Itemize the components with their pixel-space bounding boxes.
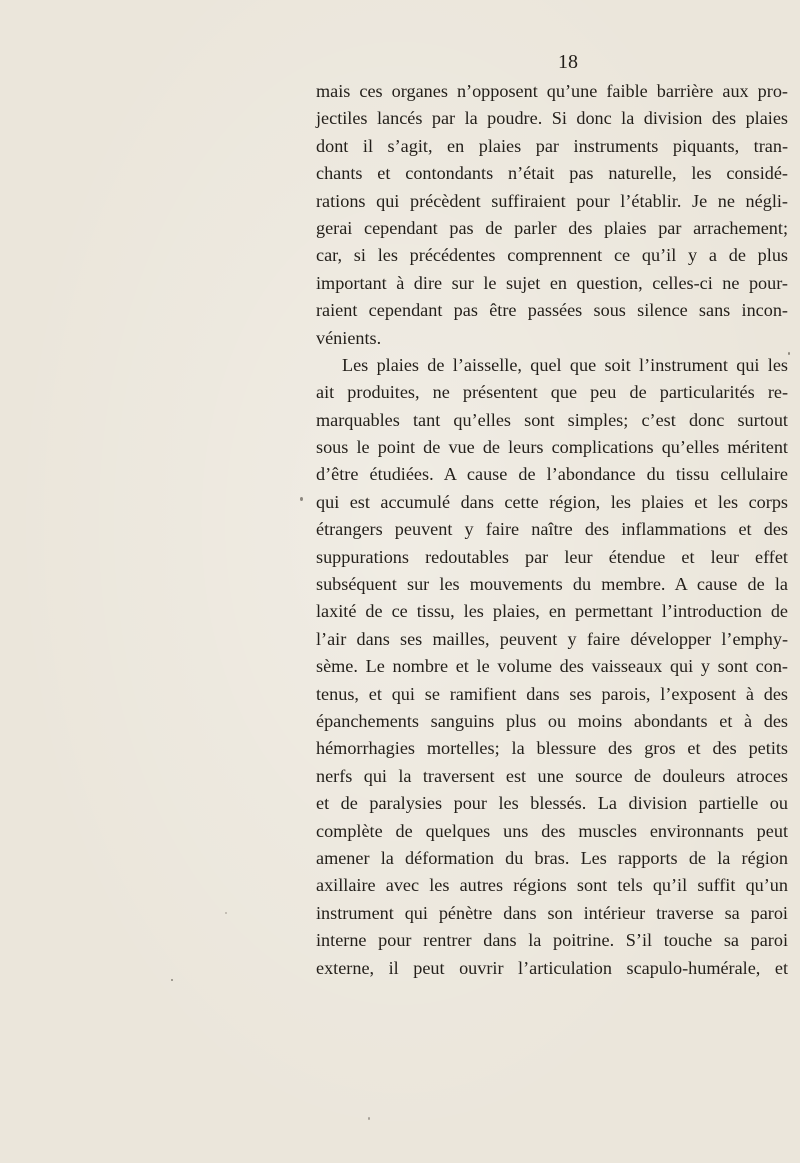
- text-line: jectiles lancés par la poudre. Si donc la division des plaies: [316, 108, 788, 129]
- text-line: complète de quelques uns des muscles environnants peut: [316, 820, 788, 841]
- paragraph-2: [316, 352, 788, 982]
- text-line: épanchements sanguins plus ou moins abondants et à des: [316, 710, 788, 731]
- text-line: gerai cependant pas de parler des plaies par arrachement;: [316, 217, 788, 238]
- paper-speck: [788, 352, 790, 355]
- text-line: car, si les précédentes comprennent ce qu’il y a de plus: [316, 245, 788, 266]
- paragraph-1: [316, 78, 788, 352]
- text-line: suppurations redoutables par leur étendue et leur effet: [316, 546, 788, 567]
- paper-speck: [171, 979, 173, 981]
- text-line: marquables tant qu’elles sont simples; c’est donc surtout: [316, 409, 788, 430]
- text-line: sème. Le nombre et le volume des vaisseaux qui y sont con-: [316, 656, 788, 677]
- text-line: l’air dans ses mailles, peuvent y faire développer l’emphy-: [316, 628, 788, 649]
- page-number: 18: [558, 51, 578, 73]
- text-line: subséquent sur les mouvements du membre. A cause de la: [316, 574, 788, 595]
- body-text: [316, 78, 788, 982]
- text-line: d’être étudiées. A cause de l’abondance du tissu cellulaire: [316, 464, 788, 485]
- text-line: Les plaies de l’aisselle, quel que soit l’instrument qui les: [342, 354, 788, 375]
- paper-speck: [300, 497, 303, 501]
- text-line: qui est accumulé dans cette région, les plaies et les corps: [316, 491, 788, 512]
- text-line: chants et contondants n’était pas naturelle, les considé-: [316, 163, 788, 184]
- paper-speck: [225, 912, 227, 914]
- text-line: amener la déformation du bras. Les rapports de la région: [316, 847, 788, 868]
- text-line: raient cependant pas être passées sous silence sans incon-: [316, 300, 788, 321]
- text-line: dont il s’agit, en plaies par instruments piquants, tran-: [316, 135, 788, 156]
- text-line: laxité de ce tissu, les plaies, en permettant l’introduction de: [316, 601, 788, 622]
- text-line: et de paralysies pour les blessés. La division partielle ou: [316, 793, 788, 814]
- text-line: axillaire avec les autres régions sont tels qu’il suffit qu’un: [316, 875, 788, 896]
- text-line: important à dire sur le sujet en question, celles-ci ne pour-: [316, 272, 788, 293]
- text-line: rations qui précèdent suffiraient pour l’établir. Je ne négli-: [316, 190, 788, 211]
- text-line: vénients.: [316, 327, 382, 348]
- text-line: tenus, et qui se ramifient dans ses parois, l’exposent à des: [316, 683, 788, 704]
- text-line: ait produites, ne présentent que peu de particularités re-: [316, 382, 788, 403]
- text-line: mais ces organes n’opposent qu’une faible barrière aux pro-: [316, 81, 788, 101]
- text-line: sous le point de vue de leurs complications qu’elles méritent: [316, 437, 788, 458]
- text-line: étrangers peuvent y faire naître des inflammations et des: [316, 519, 788, 540]
- text-line: interne pour rentrer dans la poitrine. S’il touche sa paroi: [316, 930, 788, 951]
- text-line: externe, il peut ouvrir l’articulation scapulo-humérale, et: [316, 957, 788, 978]
- text-line: hémorrhagies mortelles; la blessure des gros et des petits: [316, 738, 788, 759]
- paper-speck: [368, 1117, 370, 1120]
- text-line: instrument qui pénètre dans son intérieur traverse sa paroi: [316, 902, 788, 923]
- text-line: nerfs qui la traversent est une source de douleurs atroces: [316, 765, 788, 786]
